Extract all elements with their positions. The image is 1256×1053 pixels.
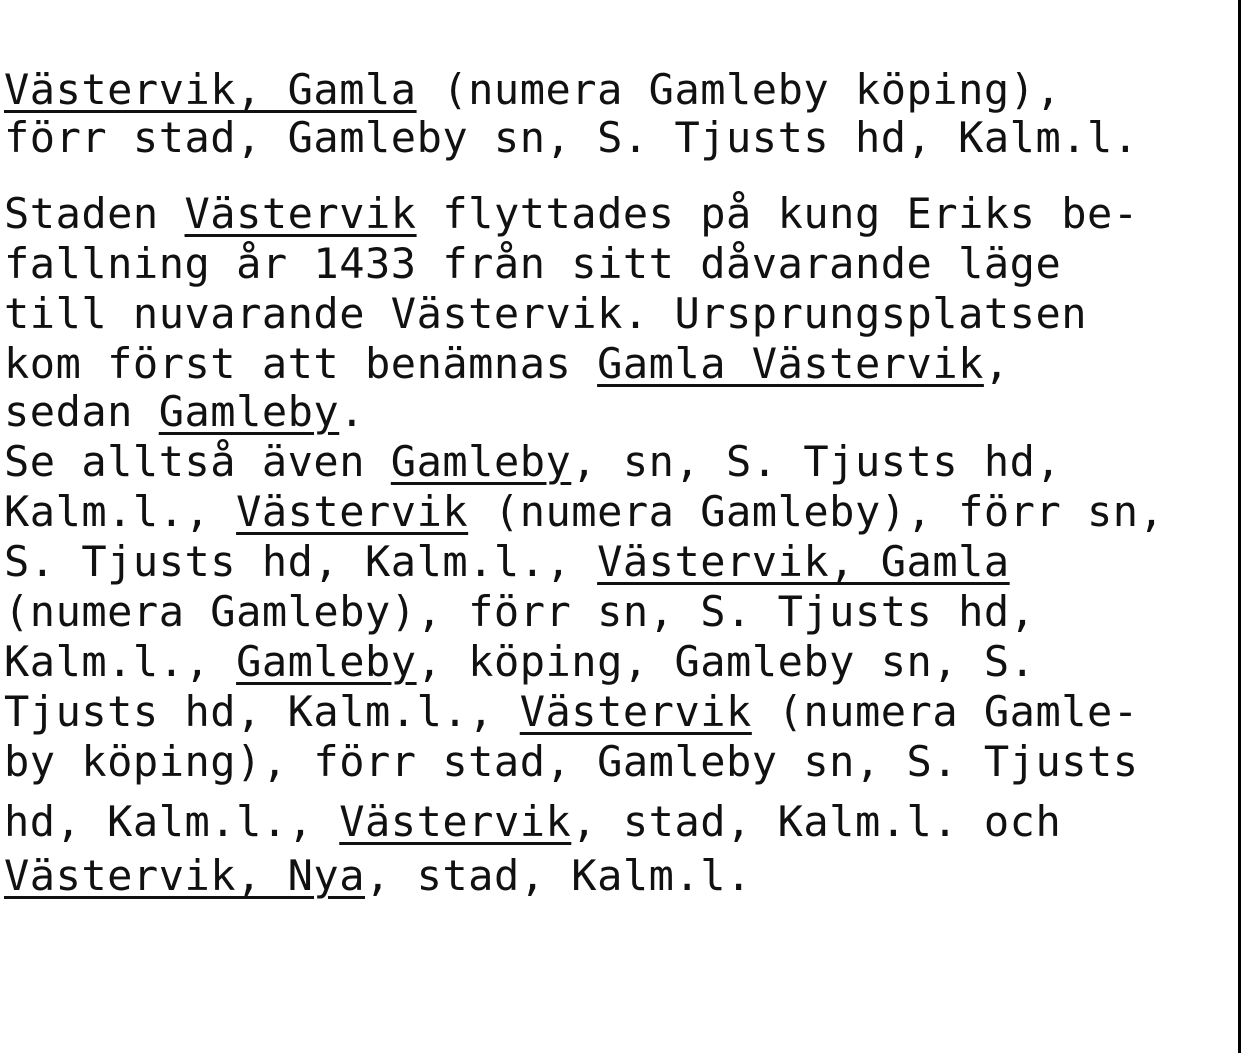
heading-line-2: förr stad, Gamleby sn, S. Tjusts hd, Kalm.l.: [4, 113, 1139, 162]
body-line-3: till nuvarande Västervik. Ursprungsplatsen: [4, 289, 1088, 338]
body-line-6: Se alltså även Gamleby, sn, S. Tjusts hd,: [4, 437, 1062, 486]
heading-subtitle: (numera Gamleby köping),: [416, 65, 1062, 114]
ref-vastervik-sn: Västervik: [236, 487, 469, 536]
body-line-10: Kalm.l., Gamleby, köping, Gamleby sn, S.: [4, 637, 1036, 686]
ref-vastervik-gamla: Västervik, Gamla: [597, 537, 1010, 586]
body-line-4: kom först att benämnas Gamla Västervik,: [4, 339, 1010, 388]
body-line-9: (numera Gamleby), förr sn, S. Tjusts hd,: [4, 587, 1036, 636]
body-line-13: hd, Kalm.l., Västervik, stad, Kalm.l. och: [4, 797, 1062, 846]
ref-gamleby-sn: Gamleby: [390, 437, 572, 486]
ref-vastervik: Västervik: [184, 189, 417, 238]
body-line-14: Västervik, Nya, stad, Kalm.l.: [4, 851, 752, 900]
body-line-7: Kalm.l., Västervik (numera Gamleby), förr sn,: [4, 487, 1165, 536]
ref-gamleby: Gamleby: [158, 387, 340, 436]
heading-line-1: [4, 66, 1061, 114]
ref-gamla-vastervik: Gamla Västervik: [597, 339, 984, 388]
body-line-8: S. Tjusts hd, Kalm.l., Västervik, Gamla: [4, 537, 1010, 586]
body-line-2: fallning år 1433 från sitt dåvarande läge: [4, 239, 1062, 288]
ref-vastervik-stad: Västervik: [339, 797, 572, 846]
ref-gamleby-koping: Gamleby: [236, 637, 417, 686]
ref-vastervik-koping: Västervik: [519, 687, 752, 736]
body-line-5: sedan Gamleby.: [4, 387, 366, 436]
heading-title: Västervik, Gamla: [4, 65, 417, 114]
body-line-11: Tjusts hd, Kalm.l., Västervik (numera Gamle-: [4, 687, 1139, 736]
body-line-1: Staden Västervik flyttades på kung Eriks be-: [4, 189, 1139, 238]
ref-vastervik-nya: Västervik, Nya: [4, 851, 366, 900]
body-line-12: by köping), förr stad, Gamleby sn, S. Tjusts: [4, 737, 1139, 786]
card-right-edge: [1238, 0, 1241, 1053]
